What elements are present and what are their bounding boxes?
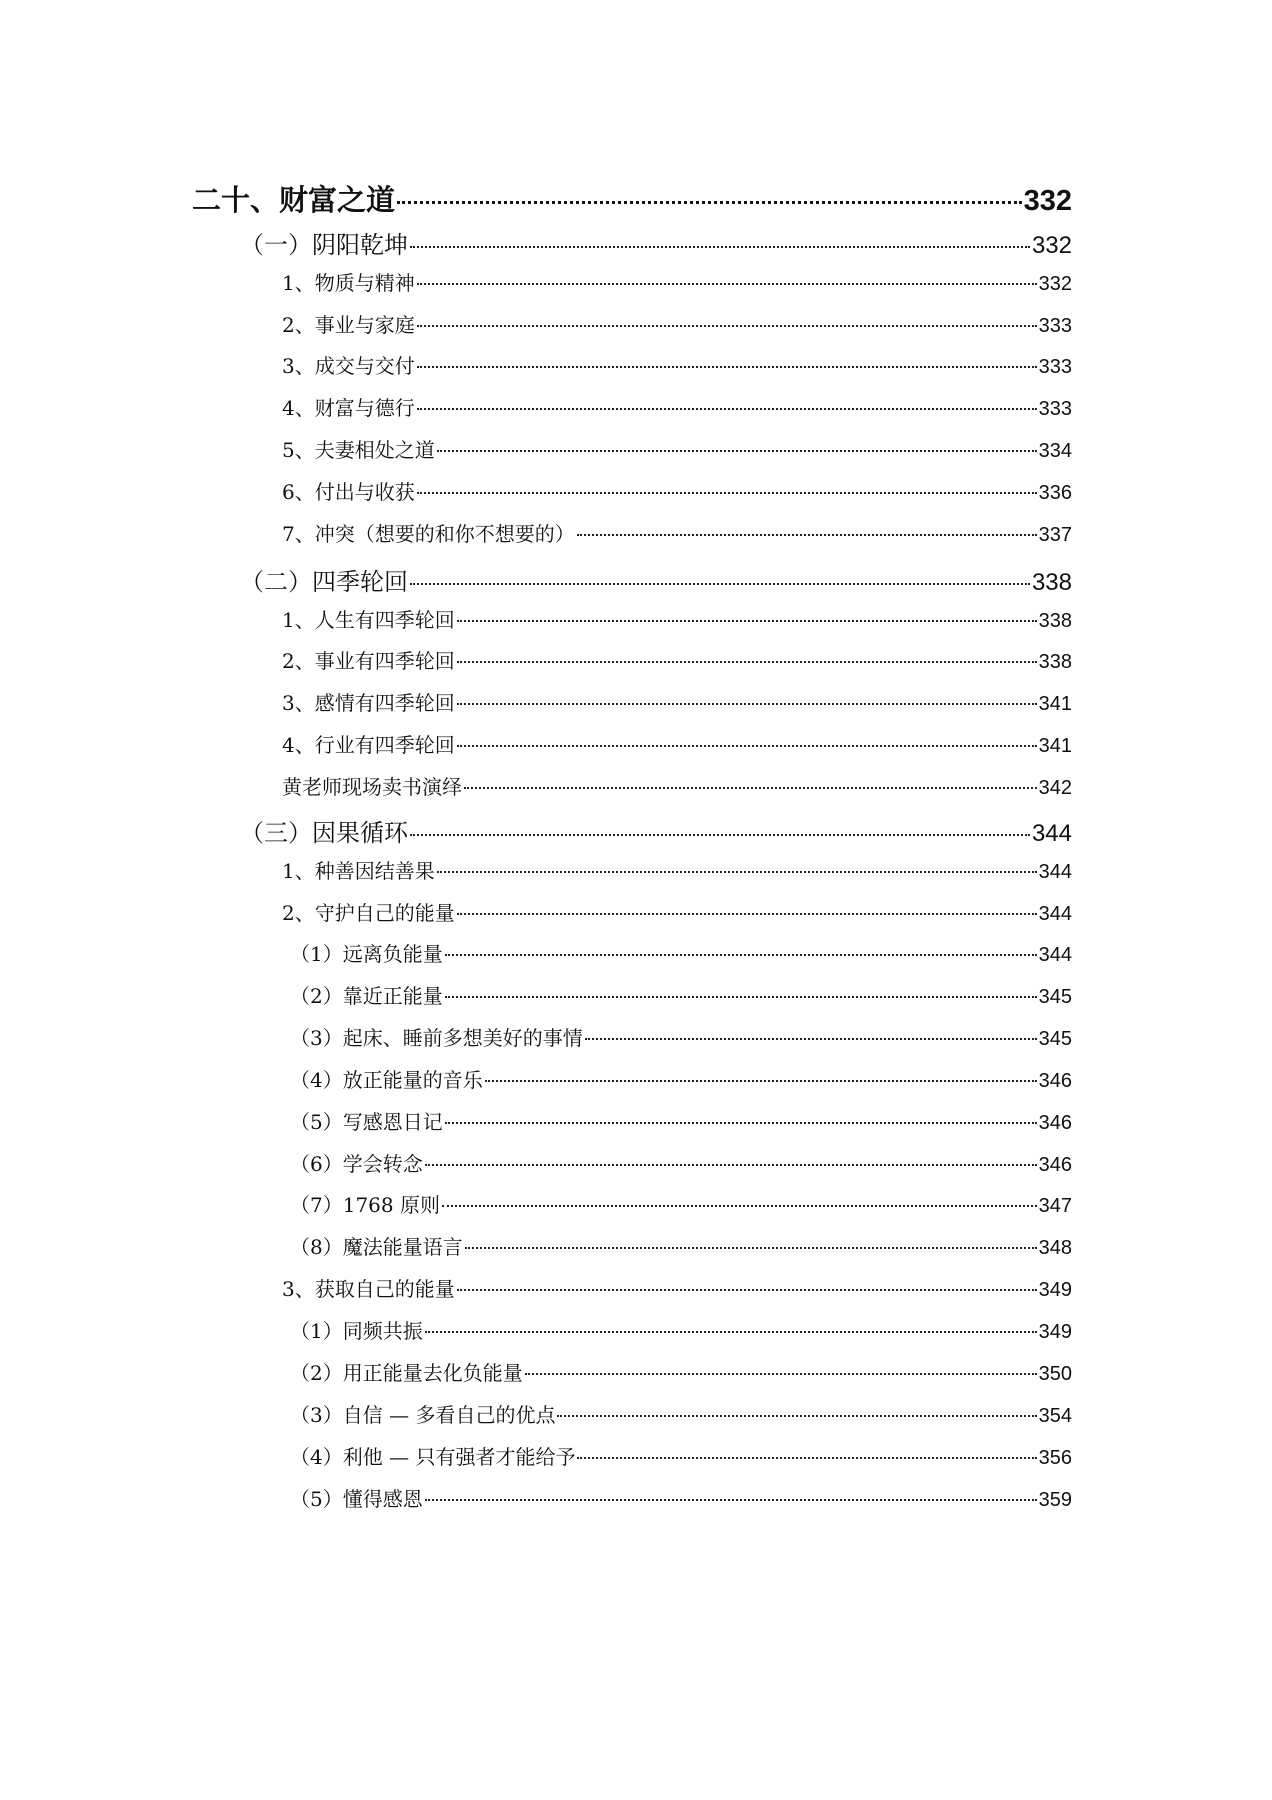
toc-entry-label: （4）利他 — 只有强者才能给予 — [290, 1445, 576, 1469]
dot-leader — [464, 787, 1037, 789]
toc-page-number: 338 — [1038, 651, 1072, 673]
toc-page-number: 350 — [1038, 1363, 1072, 1385]
toc-entry-label: （2）用正能量去化负能量 — [290, 1361, 523, 1385]
toc-subsection-entry[interactable] — [290, 1231, 1072, 1260]
toc-page-number: 337 — [1038, 524, 1072, 546]
dot-leader — [525, 1373, 1037, 1375]
dot-leader — [417, 366, 1037, 368]
dot-leader — [465, 1247, 1037, 1249]
toc-page-number: 332 — [1023, 185, 1072, 217]
toc-entry-label: 2、守护自己的能量 — [282, 901, 455, 925]
toc-page-number: 333 — [1038, 398, 1072, 420]
dot-leader — [425, 1164, 1037, 1166]
toc-subsection-entry[interactable] — [290, 1022, 1072, 1051]
toc-page-number: 336 — [1038, 482, 1072, 504]
toc-page-number: 356 — [1038, 1447, 1072, 1469]
toc-page-number: 346 — [1038, 1154, 1072, 1176]
toc-entry-label: 二十、财富之道 — [192, 183, 396, 217]
dot-leader — [397, 201, 1022, 204]
toc-page-number: 341 — [1038, 735, 1072, 757]
toc-entry-label: 4、行业有四季轮回 — [282, 733, 455, 757]
toc-page-number: 342 — [1038, 777, 1072, 799]
toc-page-number: 333 — [1038, 356, 1072, 378]
dot-leader — [457, 620, 1037, 622]
toc-entry-label: 7、冲突（想要的和你不想要的） — [282, 522, 575, 546]
toc-page-number: 345 — [1038, 1028, 1072, 1050]
toc-subsection-entry[interactable] — [282, 855, 1072, 884]
toc-subsection-entry[interactable] — [282, 771, 1072, 800]
toc-page-number: 359 — [1038, 1489, 1072, 1511]
toc-entry-label: 4、财富与德行 — [282, 396, 415, 420]
dot-leader — [457, 745, 1037, 747]
toc-subsection-entry[interactable] — [282, 267, 1072, 296]
toc-subsection-entry[interactable] — [290, 980, 1072, 1009]
dot-leader — [577, 1457, 1036, 1459]
toc-subsection-entry[interactable] — [282, 645, 1072, 674]
toc-page-number: 345 — [1038, 986, 1072, 1008]
toc-entry-label: 2、事业有四季轮回 — [282, 649, 455, 673]
toc-page-number: 333 — [1038, 315, 1072, 337]
toc-page-number: 332 — [1038, 273, 1072, 295]
toc-entry-label: （1）远离负能量 — [290, 942, 443, 966]
dot-leader — [585, 1038, 1037, 1040]
dot-leader — [445, 996, 1037, 998]
toc-subsection-entry[interactable] — [282, 350, 1072, 379]
dot-leader — [417, 408, 1037, 410]
toc-section-entry[interactable] — [240, 562, 1072, 597]
toc-subsection-entry[interactable] — [290, 1148, 1072, 1177]
toc-page-number: 344 — [1038, 861, 1072, 883]
toc-subsection-entry[interactable] — [290, 1064, 1072, 1093]
toc-subsection-entry[interactable] — [290, 1399, 1072, 1428]
toc-subsection-entry[interactable] — [282, 309, 1072, 338]
toc-subsection-entry[interactable] — [282, 434, 1072, 463]
toc-page-number: 348 — [1038, 1237, 1072, 1259]
toc-page-number: 349 — [1038, 1321, 1072, 1343]
toc-entry-label: 1、人生有四季轮回 — [282, 608, 455, 632]
toc-page-number: 344 — [1031, 820, 1072, 847]
toc-entry-label: （3）起床、睡前多想美好的事情 — [290, 1026, 583, 1050]
toc-entry-label: 黄老师现场卖书演绎 — [282, 775, 462, 799]
toc-page-number: 346 — [1038, 1070, 1072, 1092]
toc-subsection-entry[interactable] — [282, 476, 1072, 505]
dot-leader — [442, 1205, 1037, 1207]
toc-page-number: 344 — [1038, 944, 1072, 966]
toc-subsection-entry[interactable] — [290, 938, 1072, 967]
toc-entry-label: 5、夫妻相处之道 — [282, 438, 435, 462]
toc-entry-label: （5）写感恩日记 — [290, 1110, 443, 1134]
toc-entry-label: 3、成交与交付 — [282, 354, 415, 378]
toc-entry-label: 1、物质与精神 — [282, 271, 415, 295]
toc-page-number: 349 — [1038, 1279, 1072, 1301]
toc-subsection-entry[interactable] — [282, 392, 1072, 421]
dot-leader — [417, 283, 1037, 285]
toc-subsection-entry[interactable] — [282, 729, 1072, 758]
toc-entry-label: 6、付出与收获 — [282, 480, 415, 504]
dot-leader — [410, 583, 1030, 585]
toc-entry-label: （7）1768 原则 — [290, 1193, 440, 1217]
dot-leader — [410, 834, 1030, 836]
dot-leader — [485, 1080, 1037, 1082]
toc-entry-label: 1、种善因结善果 — [282, 859, 435, 883]
toc-entry-label: （4）放正能量的音乐 — [290, 1068, 483, 1092]
toc-page-number: 334 — [1038, 440, 1072, 462]
toc-entry-label: （5）懂得感恩 — [290, 1487, 423, 1511]
toc-subsection-entry[interactable] — [282, 518, 1072, 547]
toc-entry-label: 3、感情有四季轮回 — [282, 691, 455, 715]
toc-page-number: 347 — [1038, 1195, 1072, 1217]
toc-entry-label: （1）同频共振 — [290, 1319, 423, 1343]
toc-entry-label: （3）自信 — 多看自己的优点 — [290, 1403, 556, 1427]
toc-entry-label: 3、获取自己的能量 — [282, 1277, 455, 1301]
toc-entry-label: （三）因果循环 — [240, 819, 408, 847]
dot-leader — [445, 954, 1037, 956]
dot-leader — [425, 1331, 1037, 1333]
dot-leader — [557, 1415, 1036, 1417]
dot-leader — [417, 325, 1037, 327]
toc-chapter-entry[interactable] — [192, 178, 1072, 219]
dot-leader — [457, 661, 1037, 663]
dot-leader — [445, 1122, 1037, 1124]
toc-entry-label: （8）魔法能量语言 — [290, 1235, 463, 1259]
toc-entry-label: （2）靠近正能量 — [290, 984, 443, 1008]
toc-subsection-entry[interactable] — [282, 687, 1072, 716]
dot-leader — [417, 492, 1037, 494]
dot-leader — [437, 450, 1037, 452]
toc-subsection-entry[interactable] — [282, 897, 1072, 926]
toc-page-number: 338 — [1031, 569, 1072, 596]
dot-leader — [577, 534, 1037, 536]
toc-section-entry[interactable] — [240, 225, 1072, 260]
dot-leader — [425, 1499, 1037, 1501]
toc-subsection-entry[interactable] — [282, 604, 1072, 633]
toc-section-entry[interactable] — [240, 813, 1072, 848]
toc-entry-label: （6）学会转念 — [290, 1152, 423, 1176]
dot-leader — [437, 871, 1037, 873]
dot-leader — [457, 703, 1037, 705]
dot-leader — [457, 1289, 1037, 1291]
toc-subsection-entry[interactable] — [290, 1357, 1072, 1386]
toc-entry-label: 2、事业与家庭 — [282, 313, 415, 337]
toc-subsection-entry[interactable] — [282, 1273, 1072, 1302]
toc-subsection-entry[interactable] — [290, 1189, 1072, 1218]
toc-subsection-entry[interactable] — [290, 1483, 1072, 1512]
toc-subsection-entry[interactable] — [290, 1315, 1072, 1344]
toc-page-number: 354 — [1038, 1405, 1072, 1427]
toc-entry-label: （一）阴阳乾坤 — [240, 231, 408, 259]
toc-page-number: 346 — [1038, 1112, 1072, 1134]
dot-leader — [457, 913, 1037, 915]
toc-page-number: 341 — [1038, 693, 1072, 715]
toc-page-number: 344 — [1038, 903, 1072, 925]
toc-subsection-entry[interactable] — [290, 1106, 1072, 1135]
dot-leader — [410, 246, 1030, 248]
toc-page-number: 338 — [1038, 610, 1072, 632]
toc-entry-label: （二）四季轮回 — [240, 568, 408, 596]
toc-page-number: 332 — [1031, 232, 1072, 259]
toc-subsection-entry[interactable] — [290, 1441, 1072, 1470]
